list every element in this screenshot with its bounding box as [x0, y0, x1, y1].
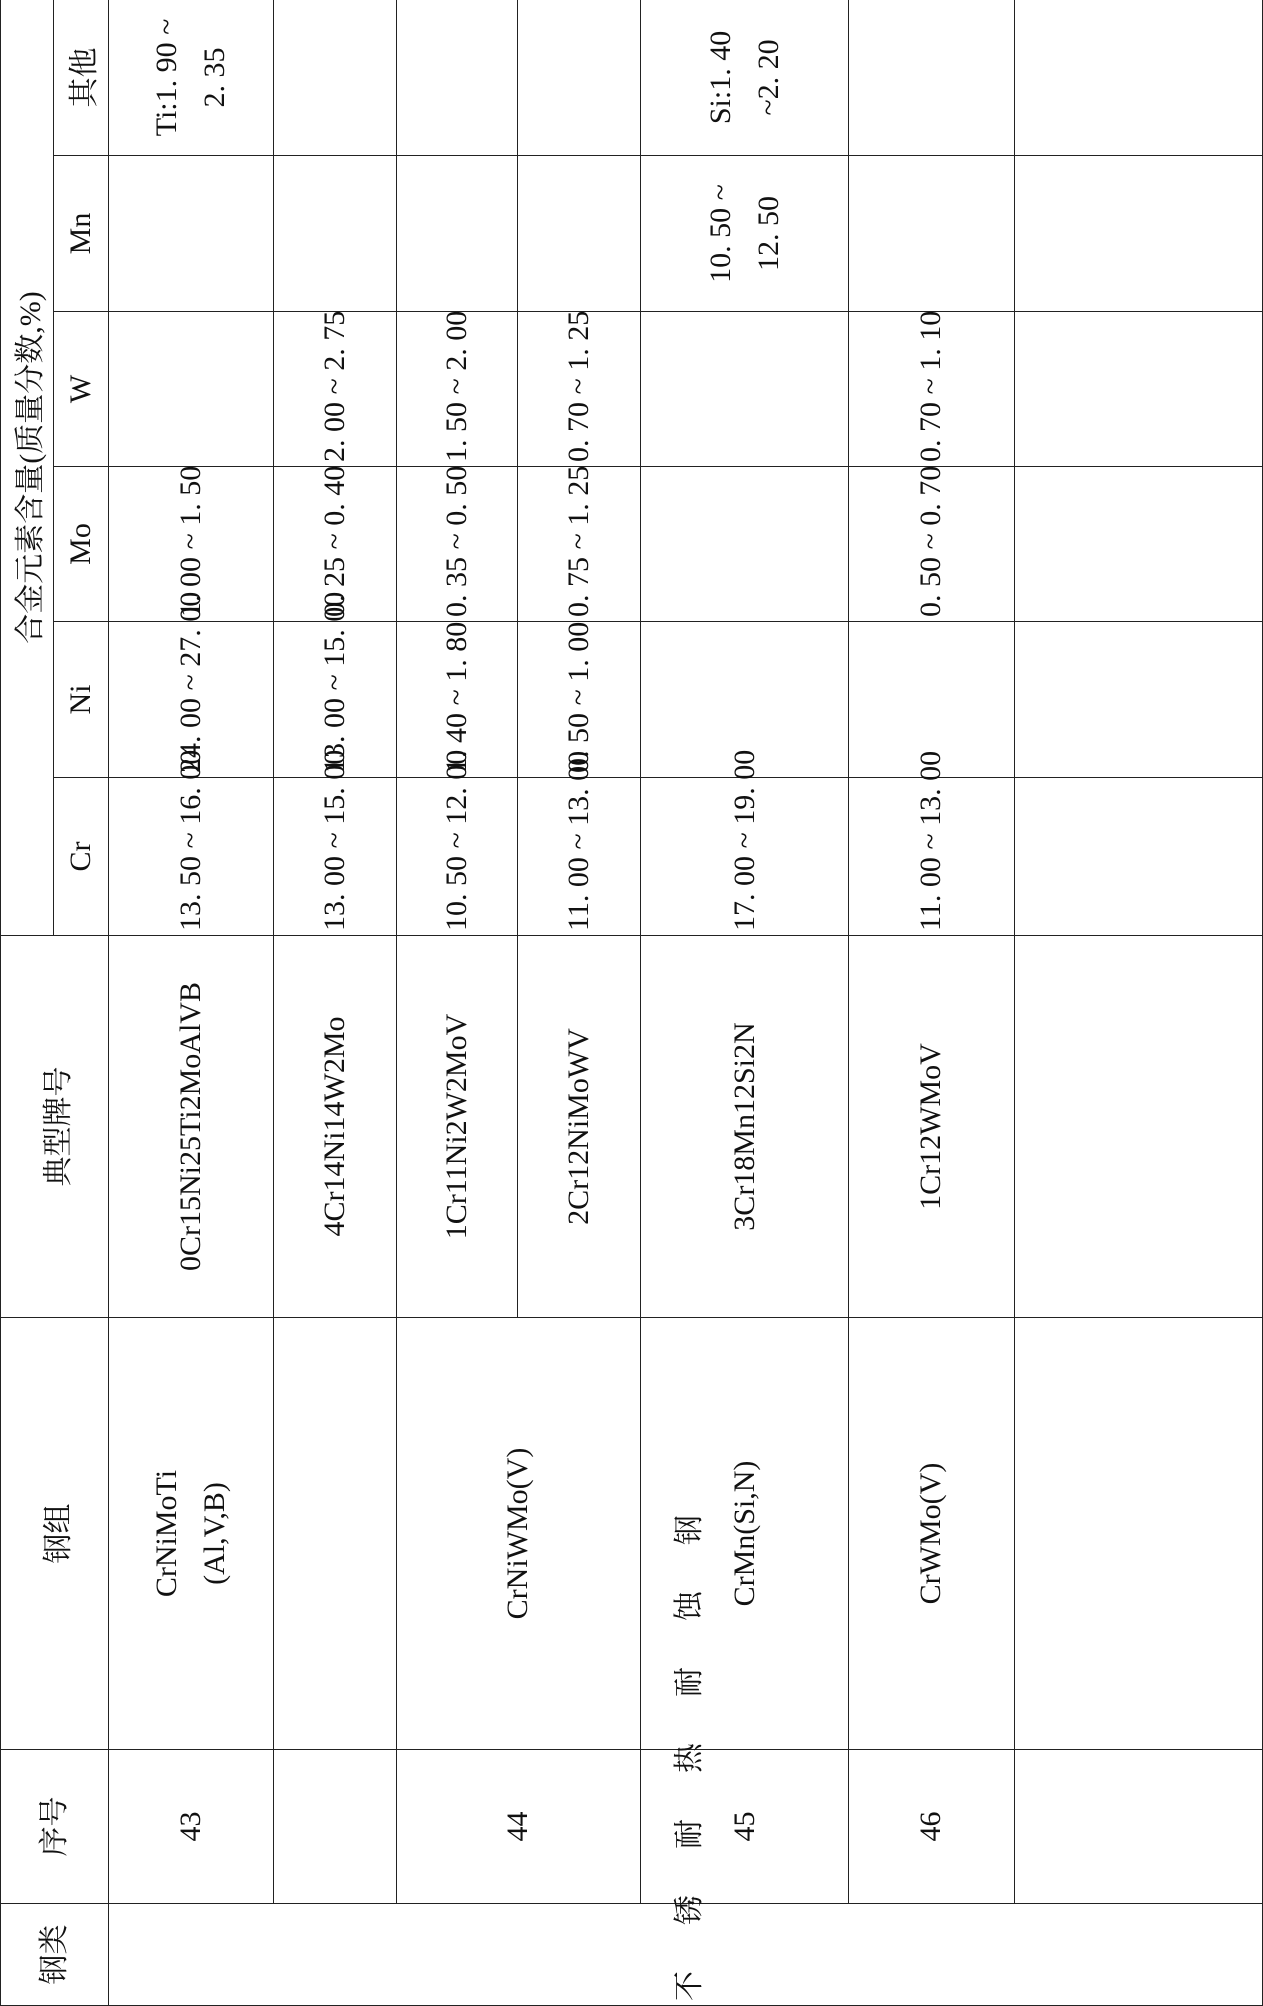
blank-cell [1014, 312, 1262, 467]
mo-cell: 0. 35 ~ 0. 50 [396, 467, 517, 622]
mn-line: 12. 50 [751, 196, 785, 271]
blank-cell [1014, 622, 1262, 778]
steel-group: CrMn(Si,N) [640, 1318, 848, 1750]
steel-group-line: CrNiMoTi [150, 1469, 183, 1598]
mo-cell: 0. 25 ~ 0. 40 [273, 467, 396, 622]
other-cell [273, 0, 396, 156]
ni-cell: 24. 00 ~ 27. 00 [109, 622, 273, 778]
serial-number: 44 [396, 1750, 640, 1904]
grade-cell: 1Cr12WMoV [849, 936, 1014, 1318]
mn-cell [517, 156, 640, 312]
mn-cell [849, 156, 1014, 312]
mn-cell [109, 156, 273, 312]
blank-cell [1014, 1318, 1262, 1750]
group-header: 钢组 [1, 1318, 109, 1750]
grade-cell: 4Cr14Ni14W2Mo [273, 936, 396, 1318]
w-header: W [53, 312, 109, 467]
other-cell [109, 0, 273, 156]
w-cell: 2. 00 ~ 2. 75 [273, 312, 396, 467]
blank-cell [1014, 1750, 1262, 1904]
mn-cell [273, 156, 396, 312]
mn-cell [640, 156, 848, 312]
serial-number: 46 [849, 1750, 1014, 1904]
cr-cell: 11. 00 ~ 13. 00 [849, 778, 1014, 936]
grade-cell: 0Cr15Ni25Ti2MoAlVB [109, 936, 273, 1318]
other-header: 其他 [53, 0, 109, 156]
serial-number [273, 1750, 396, 1904]
mo-cell: 0. 50 ~ 0. 70 [849, 467, 1014, 622]
steel-group [273, 1318, 396, 1750]
composition-header: 合金元素含量(质量分数,%) [1, 0, 54, 936]
table-row [273, 0, 396, 2006]
other-line: ~2. 20 [751, 39, 785, 116]
grade-cell: 3Cr18Mn12Si2N [640, 936, 848, 1318]
ni-header: Ni [53, 622, 109, 778]
category-name: 不锈耐热耐蚀钢 [109, 1904, 1263, 2006]
category-header: 钢类 [1, 1904, 109, 2006]
w-cell: 1. 50 ~ 2. 00 [396, 312, 517, 467]
blank-cell [1014, 156, 1262, 312]
cr-header: Cr [53, 778, 109, 936]
mo-cell: 0. 75 ~ 1. 25 [517, 467, 640, 622]
ni-cell: 1. 40 ~ 1. 80 [396, 622, 517, 778]
cr-cell: 13. 50 ~ 16. 00 [109, 778, 273, 936]
other-line: Ti:1. 90 ~ [150, 18, 183, 137]
mo-header: Mo [53, 467, 109, 622]
table-row [640, 0, 848, 2006]
w-cell: 0. 70 ~ 1. 10 [849, 312, 1014, 467]
cr-cell: 11. 00 ~ 13. 00 [517, 778, 640, 936]
w-cell [640, 312, 848, 467]
other-line: 2. 35 [198, 47, 231, 108]
cr-cell: 10. 50 ~ 12. 00 [396, 778, 517, 936]
ni-cell: 13. 00 ~ 15. 00 [273, 622, 396, 778]
cr-cell: 17. 00 ~ 19. 00 [640, 778, 848, 936]
grade-cell: 2Cr12NiMoWV [517, 936, 640, 1318]
mo-cell [640, 467, 848, 622]
ni-cell: 0. 50 ~ 1. 00 [517, 622, 640, 778]
mo-cell: 1. 00 ~ 1. 50 [109, 467, 273, 622]
mn-header: Mn [53, 156, 109, 312]
other-cell [849, 0, 1014, 156]
blank-cell [1014, 0, 1262, 156]
table-row-blank [1014, 0, 1262, 2006]
other-cell [517, 0, 640, 156]
mn-line: 10. 50 ~ [703, 184, 737, 283]
w-cell [109, 312, 273, 467]
steel-group-line: (Al,V,B) [198, 1482, 231, 1585]
serial-number: 45 [640, 1750, 848, 1904]
blank-cell [1014, 936, 1262, 1318]
steel-group: CrNiWMo(V) [396, 1318, 640, 1750]
mn-cell [396, 156, 517, 312]
steel-group [109, 1318, 273, 1750]
table-row [109, 0, 273, 2006]
cr-cell: 13. 00 ~ 15. 00 [273, 778, 396, 936]
table-row [396, 0, 517, 2006]
serial-header: 序号 [1, 1750, 109, 1904]
other-cell [640, 0, 848, 156]
serial-number: 43 [109, 1750, 273, 1904]
w-cell: 0. 70 ~ 1. 25 [517, 312, 640, 467]
blank-cell [1014, 778, 1262, 936]
other-cell [396, 0, 517, 156]
table-row [849, 0, 1014, 2006]
grade-cell: 1Cr11Ni2W2MoV [396, 936, 517, 1318]
grade-header: 典型牌号 [1, 936, 109, 1318]
blank-cell [1014, 467, 1262, 622]
other-line: Si:1. 40 [703, 30, 737, 125]
steel-group: CrWMo(V) [849, 1318, 1014, 1750]
